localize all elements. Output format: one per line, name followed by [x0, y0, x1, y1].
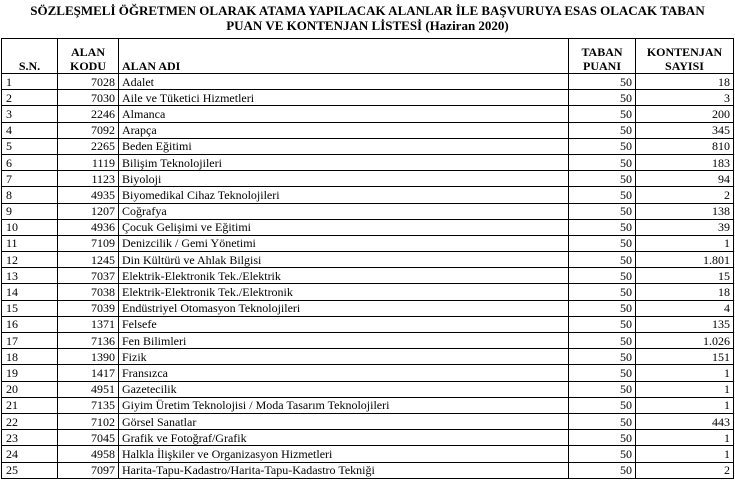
table-row — [2, 235, 734, 251]
cell-alan-adi: Biyomedikal Cihaz Teknolojileri — [119, 187, 569, 203]
cell-sn: 4 — [2, 122, 58, 138]
table-row — [2, 413, 734, 429]
cell-kontenjan: 1 — [636, 381, 734, 397]
cell-sn: 23 — [2, 430, 58, 446]
cell-sn: 2 — [2, 90, 58, 106]
cell-taban-puani: 50 — [569, 397, 636, 413]
cell-alan-adi: Bilişim Teknolojileri — [119, 154, 569, 170]
cell-taban-puani: 50 — [569, 252, 636, 268]
cell-taban-puani: 50 — [569, 90, 636, 106]
cell-alan-adi: Elektrik-Elektronik Tek./Elektronik — [119, 284, 569, 300]
cell-sn: 5 — [2, 138, 58, 154]
cell-alan-kodu: 2246 — [58, 106, 119, 122]
cell-kontenjan: 3 — [636, 90, 734, 106]
cell-taban-puani: 50 — [569, 138, 636, 154]
cell-kontenjan: 18 — [636, 74, 734, 90]
cell-alan-kodu: 2265 — [58, 138, 119, 154]
cell-kontenjan: 1 — [636, 397, 734, 413]
header-kontenjan-sayisi — [636, 39, 734, 74]
cell-alan-kodu: 1123 — [58, 171, 119, 187]
cell-alan-kodu: 7030 — [58, 90, 119, 106]
table-row — [2, 397, 734, 413]
cell-alan-adi: Biyoloji — [119, 171, 569, 187]
table-row — [2, 122, 734, 138]
cell-alan-adi: Almanca — [119, 106, 569, 122]
cell-alan-adi: Aile ve Tüketici Hizmetleri — [119, 90, 569, 106]
cell-alan-kodu: 4951 — [58, 381, 119, 397]
table-row — [2, 154, 734, 170]
cell-alan-kodu: 7038 — [58, 284, 119, 300]
cell-kontenjan: 1 — [636, 446, 734, 462]
cell-taban-puani: 50 — [569, 154, 636, 170]
cell-alan-kodu: 7045 — [58, 430, 119, 446]
cell-alan-adi: Fen Bilimleri — [119, 333, 569, 349]
table-row — [2, 316, 734, 332]
cell-sn: 10 — [2, 219, 58, 235]
cell-alan-kodu: 1390 — [58, 349, 119, 365]
cell-alan-adi: Denizcilik / Gemi Yönetimi — [119, 235, 569, 251]
cell-kontenjan: 18 — [636, 284, 734, 300]
cell-sn: 1 — [2, 74, 58, 90]
cell-taban-puani: 50 — [569, 381, 636, 397]
cell-alan-adi: Endüstriyel Otomasyon Teknolojileri — [119, 300, 569, 316]
cell-alan-kodu: 4935 — [58, 187, 119, 203]
cell-alan-adi: Beden Eğitimi — [119, 138, 569, 154]
table-row — [2, 138, 734, 154]
cell-alan-adi: Adalet — [119, 74, 569, 90]
cell-sn: 11 — [2, 235, 58, 251]
cell-kontenjan: 200 — [636, 106, 734, 122]
cell-sn: 24 — [2, 446, 58, 462]
cell-kontenjan: 1.801 — [636, 252, 734, 268]
cell-taban-puani: 50 — [569, 430, 636, 446]
cell-alan-adi: Giyim Üretim Teknolojisi / Moda Tasarım Teknolojileri — [119, 397, 569, 413]
cell-taban-puani: 50 — [569, 171, 636, 187]
cell-taban-puani: 50 — [569, 316, 636, 332]
cell-kontenjan: 138 — [636, 203, 734, 219]
header-taban-puani — [569, 39, 636, 74]
cell-kontenjan: 810 — [636, 138, 734, 154]
table-row — [2, 106, 734, 122]
cell-alan-adi: Elektrik-Elektronik Tek./Elektrik — [119, 268, 569, 284]
cell-alan-adi: Felsefe — [119, 316, 569, 332]
quota-table — [1, 38, 734, 479]
cell-alan-kodu: 7135 — [58, 397, 119, 413]
cell-sn: 9 — [2, 203, 58, 219]
table-row — [2, 252, 734, 268]
cell-taban-puani: 50 — [569, 219, 636, 235]
table-row — [2, 300, 734, 316]
table-row — [2, 90, 734, 106]
cell-alan-adi: Grafik ve Fotoğraf/Grafik — [119, 430, 569, 446]
header-alan-kodu-line2: KODU — [70, 59, 106, 73]
cell-taban-puani: 50 — [569, 365, 636, 381]
cell-kontenjan: 1 — [636, 365, 734, 381]
cell-alan-adi: Arapça — [119, 122, 569, 138]
cell-alan-kodu: 7037 — [58, 268, 119, 284]
header-kont-line2: SAYISI — [665, 59, 704, 73]
cell-alan-adi: Görsel Sanatlar — [119, 413, 569, 429]
cell-alan-adi: Halkla İlişkiler ve Organizasyon Hizmetleri — [119, 446, 569, 462]
cell-taban-puani: 50 — [569, 333, 636, 349]
cell-sn: 22 — [2, 413, 58, 429]
cell-taban-puani: 50 — [569, 106, 636, 122]
cell-alan-kodu: 1207 — [58, 203, 119, 219]
table-row — [2, 462, 734, 478]
cell-alan-kodu: 7092 — [58, 122, 119, 138]
title-line-1: SÖZLEŞMELİ ÖĞRETMEN OLARAK ATAMA YAPILACAK ALANLAR İLE BAŞVURUYA ESAS OLACAK TABAN — [30, 3, 705, 18]
cell-kontenjan: 2 — [636, 462, 734, 478]
cell-taban-puani: 50 — [569, 268, 636, 284]
title-line-2: PUAN VE KONTENJAN LİSTESİ (Haziran 2020) — [226, 18, 509, 33]
cell-taban-puani: 50 — [569, 187, 636, 203]
table-row — [2, 430, 734, 446]
header-taban-line2: PUANI — [583, 59, 621, 73]
cell-sn: 3 — [2, 106, 58, 122]
cell-kontenjan: 4 — [636, 300, 734, 316]
cell-sn: 21 — [2, 397, 58, 413]
header-sn: S.N. — [2, 39, 58, 74]
cell-taban-puani: 50 — [569, 446, 636, 462]
table-body — [2, 74, 734, 479]
cell-taban-puani: 50 — [569, 122, 636, 138]
cell-taban-puani: 50 — [569, 413, 636, 429]
cell-sn: 7 — [2, 171, 58, 187]
cell-kontenjan: 443 — [636, 413, 734, 429]
cell-sn: 18 — [2, 349, 58, 365]
cell-alan-kodu: 7039 — [58, 300, 119, 316]
cell-taban-puani: 50 — [569, 284, 636, 300]
cell-sn: 6 — [2, 154, 58, 170]
cell-alan-kodu: 1417 — [58, 365, 119, 381]
header-alan-adi: ALAN ADI — [119, 39, 569, 74]
header-alan-kodu — [58, 39, 119, 74]
cell-alan-adi: Harita-Tapu-Kadastro/Harita-Tapu-Kadastro Tekniği — [119, 462, 569, 478]
cell-kontenjan: 94 — [636, 171, 734, 187]
cell-alan-adi: Coğrafya — [119, 203, 569, 219]
table-row — [2, 187, 734, 203]
cell-alan-adi: Fizik — [119, 349, 569, 365]
cell-sn: 14 — [2, 284, 58, 300]
cell-taban-puani: 50 — [569, 462, 636, 478]
cell-sn: 15 — [2, 300, 58, 316]
cell-alan-kodu: 1371 — [58, 316, 119, 332]
cell-alan-adi: Din Kültürü ve Ahlak Bilgisi — [119, 252, 569, 268]
cell-kontenjan: 1.026 — [636, 333, 734, 349]
cell-alan-kodu: 4958 — [58, 446, 119, 462]
table-row — [2, 284, 734, 300]
cell-alan-kodu: 7109 — [58, 235, 119, 251]
cell-taban-puani: 50 — [569, 235, 636, 251]
cell-alan-kodu: 7136 — [58, 333, 119, 349]
cell-kontenjan: 1 — [636, 430, 734, 446]
cell-sn: 12 — [2, 252, 58, 268]
cell-sn: 16 — [2, 316, 58, 332]
cell-alan-kodu: 1119 — [58, 154, 119, 170]
header-taban-line1: TABAN — [581, 45, 623, 59]
cell-kontenjan: 2 — [636, 187, 734, 203]
header-kont-line1: KONTENJAN — [646, 45, 723, 59]
table-row — [2, 171, 734, 187]
cell-kontenjan: 345 — [636, 122, 734, 138]
header-alan-kodu-line1: ALAN — [70, 45, 105, 59]
table-row — [2, 203, 734, 219]
page-title — [0, 3, 735, 33]
table-row — [2, 349, 734, 365]
cell-taban-puani: 50 — [569, 349, 636, 365]
cell-kontenjan: 151 — [636, 349, 734, 365]
table-row — [2, 268, 734, 284]
cell-alan-adi: Çocuk Gelişimi ve Eğitimi — [119, 219, 569, 235]
cell-sn: 25 — [2, 462, 58, 478]
cell-alan-kodu: 7028 — [58, 74, 119, 90]
cell-kontenjan: 183 — [636, 154, 734, 170]
table-row — [2, 333, 734, 349]
cell-sn: 19 — [2, 365, 58, 381]
cell-sn: 8 — [2, 187, 58, 203]
cell-kontenjan: 1 — [636, 235, 734, 251]
table-header-row — [2, 39, 734, 74]
table-row — [2, 365, 734, 381]
cell-alan-kodu: 7102 — [58, 413, 119, 429]
cell-alan-kodu: 7097 — [58, 462, 119, 478]
cell-alan-adi: Gazetecilik — [119, 381, 569, 397]
cell-kontenjan: 135 — [636, 316, 734, 332]
table-row — [2, 74, 734, 90]
cell-sn: 13 — [2, 268, 58, 284]
cell-kontenjan: 39 — [636, 219, 734, 235]
cell-taban-puani: 50 — [569, 74, 636, 90]
cell-alan-kodu: 4936 — [58, 219, 119, 235]
cell-taban-puani: 50 — [569, 203, 636, 219]
table-row — [2, 446, 734, 462]
cell-alan-kodu: 1245 — [58, 252, 119, 268]
table-row — [2, 381, 734, 397]
cell-alan-adi: Fransızca — [119, 365, 569, 381]
cell-sn: 20 — [2, 381, 58, 397]
cell-sn: 17 — [2, 333, 58, 349]
cell-kontenjan: 15 — [636, 268, 734, 284]
table-row — [2, 219, 734, 235]
cell-taban-puani: 50 — [569, 300, 636, 316]
